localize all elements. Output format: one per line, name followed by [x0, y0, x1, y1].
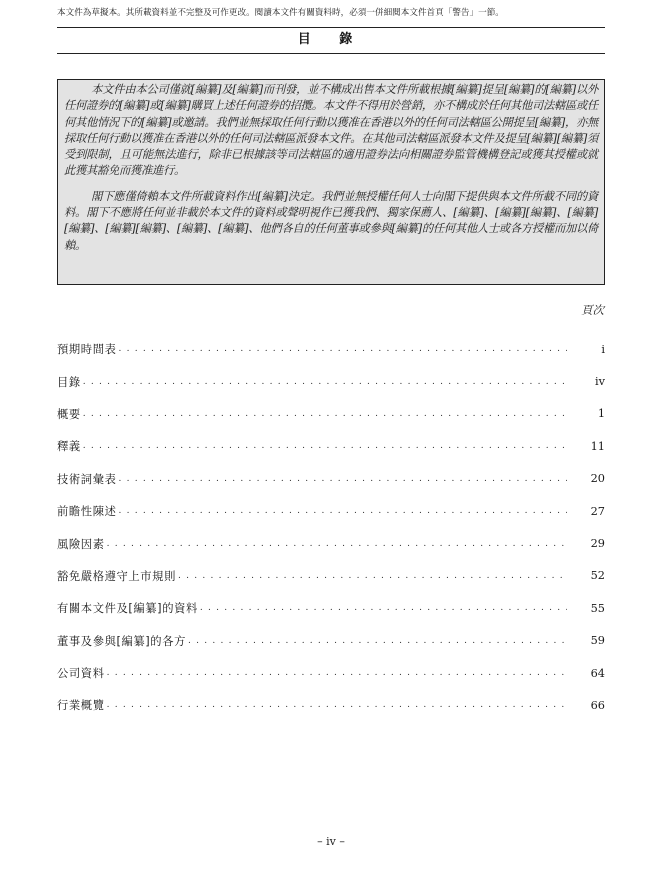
toc-leader-dots: [119, 344, 568, 354]
toc-entry[interactable]: [57, 398, 605, 430]
toc-entry[interactable]: [57, 365, 605, 397]
toc-entry-label: 釋義: [57, 440, 81, 454]
toc-entry[interactable]: [57, 689, 605, 721]
toc-leader-dots: [119, 506, 568, 516]
toc-entry[interactable]: [57, 527, 605, 559]
page-title: 目 錄: [297, 32, 365, 47]
toc-entry[interactable]: [57, 463, 605, 495]
toc-leader-dots: [119, 474, 568, 484]
toc-leader-dots: [107, 700, 567, 710]
toc-entry-page: 20: [590, 472, 605, 486]
toc-entry-page: 64: [590, 666, 605, 680]
toc-entry-label: 預期時間表: [57, 343, 117, 357]
toc-entry-label: 概要: [57, 407, 81, 421]
toc-leader-dots: [107, 668, 567, 678]
warning-paragraph-2: 閣下應僅倚賴本文件所載資料作出[編纂]決定。我們並無授權任何人士向閣下提供與本文件所載不同的資料。閣下不應將任何並非載於本文件的資料或聲明視作已獲我們、獨家保薦人、[編纂]、[編纂][編纂]、[編纂][編纂]、[編纂][編纂]、[編纂]、[編纂]、他們各自的任何董事或參與[編纂]的任何其他人士或各方授權而加以倚賴。: [64, 189, 598, 252]
toc-leader-dots: [83, 409, 567, 419]
toc-entry[interactable]: [57, 592, 605, 624]
toc-entry-label: 公司資料: [57, 667, 105, 681]
header-bottom-rule: [57, 53, 605, 54]
toc-entry[interactable]: [57, 625, 605, 657]
warning-paragraph-1: 本文件由本公司僅就[編纂]及[編纂]而刊發，並不構成出售本文件所載根據[編纂]提呈[編纂]的[編纂]以外任何證券的[編纂]或[編纂]購買上述任何證券的招攬。本文件不得用於營銷，亦不構成於任何其他司法轄區或任何其他情況下的[編纂]或邀請。我們並無採取任何行動以獲准在香港以外的任何司法轄區公開提呈[編纂]，亦無採取任何行動以獲准在香港以外的任何司法轄區派發本文件。在其他司法轄區派發本文件及提呈[編纂][編纂]須受到限制，且可能無法進行，除非已根據該等司法轄區的適用證券法向相關證券監管機構登記或獲其授權或就此獲其豁免而獲准進行。: [64, 83, 598, 178]
toc-entry-page: 59: [590, 634, 605, 648]
toc-entry-page: 11: [590, 439, 605, 453]
toc-entry-label: 豁免嚴格遵守上市規則: [57, 569, 176, 583]
toc-entry-page: 1: [597, 407, 605, 421]
toc-entry-page: 27: [590, 504, 605, 518]
table-of-contents: [57, 333, 605, 722]
toc-leader-dots: [188, 636, 567, 646]
toc-entry[interactable]: [57, 333, 605, 365]
toc-entry-page: 52: [590, 569, 605, 583]
toc-entry[interactable]: [57, 560, 605, 592]
toc-entry-page: 66: [590, 698, 605, 712]
toc-entry[interactable]: [57, 495, 605, 527]
toc-leader-dots: [83, 441, 567, 451]
warning-box: [57, 79, 605, 285]
page-column-label: 頁次: [581, 303, 604, 317]
toc-entry-label: 技術詞彙表: [57, 472, 117, 486]
footer-page-number: – iv –: [317, 835, 345, 848]
toc-entry-label: 風險因素: [57, 537, 105, 551]
toc-entry-label: 有關本文件及[編纂]的資料: [57, 602, 198, 616]
toc-leader-dots: [178, 571, 567, 581]
toc-entry-label: 目錄: [57, 375, 81, 389]
toc-entry-label: 行業概覽: [57, 699, 105, 713]
toc-entry-label: 董事及參與[編纂]的各方: [57, 634, 186, 648]
toc-leader-dots: [107, 539, 567, 549]
toc-entry-page: 29: [590, 537, 605, 551]
draft-notice: 本文件為草擬本。其所載資料並不完整及可作更改。閱讀本文件有關資料時，必須一併細閱本文件首頁「警告」一節。: [57, 8, 504, 18]
toc-leader-dots: [83, 377, 567, 387]
toc-entry-label: 前瞻性陳述: [57, 505, 117, 519]
toc-entry-page: 55: [590, 601, 605, 615]
toc-leader-dots: [200, 603, 567, 613]
toc-entry[interactable]: [57, 430, 605, 462]
toc-entry[interactable]: [57, 657, 605, 689]
toc-entry-page: i: [601, 342, 605, 356]
toc-entry-page: iv: [595, 375, 605, 389]
header-top-rule: [57, 27, 605, 28]
